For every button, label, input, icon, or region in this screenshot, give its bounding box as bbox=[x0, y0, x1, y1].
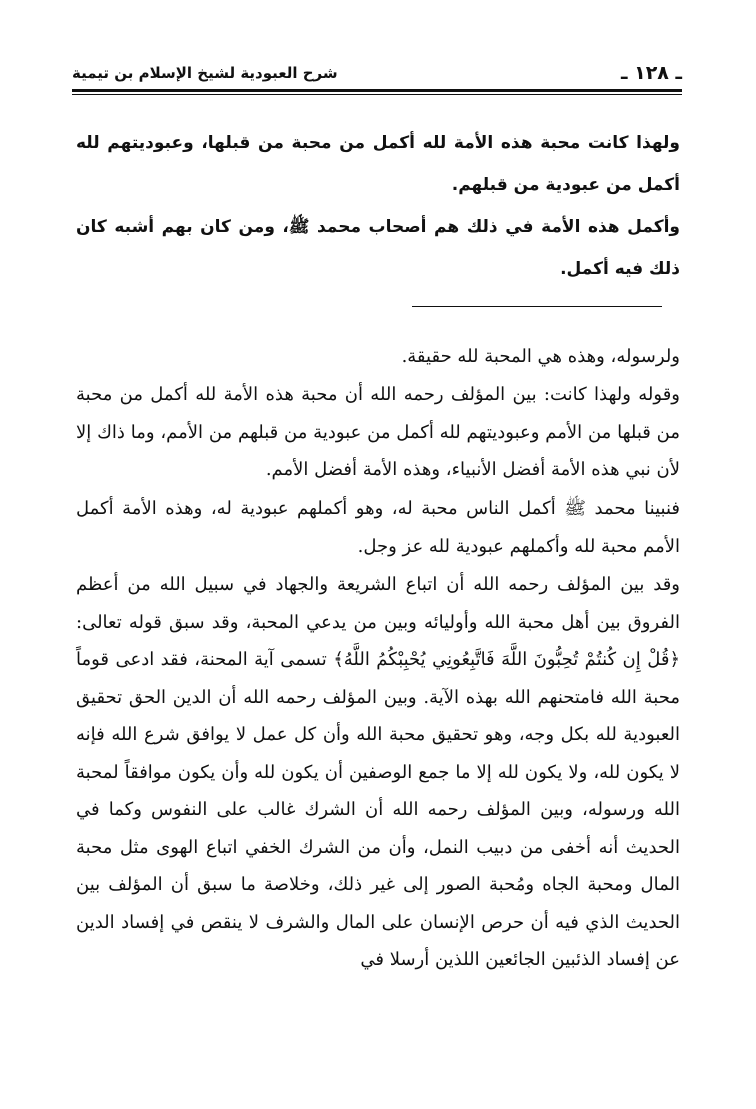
matn-paragraph-2: وأكمل هذه الأمة في ذلك هم أصحاب محمد ﷺ، ومن كان بهم أشبه كان ذلك فيه أكمل. bbox=[76, 217, 680, 279]
sharh-paragraph-2: وقوله ولهذا كانت: بين المؤلف رحمه الله أن محبة هذه الأمة لله أكمل من محبة من قبلها من الأمم وعبوديتهم لله أكمل من عبودية من قبلهم من الأمم، وما ذاك إلا لأن نبي هذه الأمة أفضل الأنبياء، وهذه الأمة أفضل الأمم. bbox=[76, 384, 681, 480]
quran-verse: ﴿قُلْ إِن كُنتُمْ تُحِبُّونَ اللَّهَ فَاتَّبِعُونِي يُحْبِبْكُمُ اللَّهُ﴾ bbox=[333, 649, 680, 670]
page-header bbox=[72, 56, 682, 96]
footnote-separator bbox=[412, 306, 662, 307]
page-number: ـ ١٢٨ ـ bbox=[620, 62, 682, 84]
header-rule-thin bbox=[72, 94, 682, 95]
sharh-paragraph-4 bbox=[76, 566, 680, 979]
running-title: شرح العبودية لشيخ الإسلام بن تيمية bbox=[72, 64, 338, 82]
matn-paragraph-1: ولهذا كانت محبة هذه الأمة لله أكمل من محبة من قبلها، وعبوديتهم لله أكمل من عبودية من قبلهم. bbox=[76, 133, 680, 195]
sharh-paragraph-3: فنبينا محمد ﷺ أكمل الناس محبة له، وهو أكملهم عبودية له، وهذه الأمة أكمل الأمم محبة لله وأكملهم عبودية لله عز وجل. bbox=[76, 498, 680, 557]
header-rule bbox=[72, 89, 682, 92]
sharh-paragraph-4-start: وقد بين المؤلف رحمه الله أن اتباع الشريعة والجهاد في سبيل الله من أعظم الفروق بين أهل محبة الله وأوليائه وبين من يدعي المحبة، وقد سبق قوله تعالى: bbox=[76, 574, 680, 633]
sharh-paragraph-4-rest: تسمى آية المحنة، فقد ادعى قوماً محبة الله فامتحنهم الله بهذه الآية. وبين المؤلف رحمه الله أن الدين الحق تحقيق العبودية لله بكل وجه، وهو تحقيق محبة الله وأن كل عمل لا يوافق شرع الله فإنه لا يكون لله، ولا يكون لله إلا ما جمع الوصفين أن يكون لله وأن يكون موافقاً لمحبة الله ورسوله، وبين المؤلف رحمه الله أن الشرك غالب على النفوس وكما في الحديث أنه أخفى من دبيب النمل، وأن من الشرك الخفي اتباع الهوى مثل محبة المال ومحبة الجاه ومُحبة الصور إلى غير ذلك، وخلاصة ما سبق أن المؤلف بين الحديث الذي فيه أن حرص الإنسان على المال والشرف لا ينقص في إفساد الدين عن إفساد الذئبين الجائعين اللذين أرسلا في bbox=[76, 649, 680, 970]
sharh-paragraph-1: ولرسوله، وهذه هي المحبة لله حقيقة. bbox=[401, 346, 680, 367]
